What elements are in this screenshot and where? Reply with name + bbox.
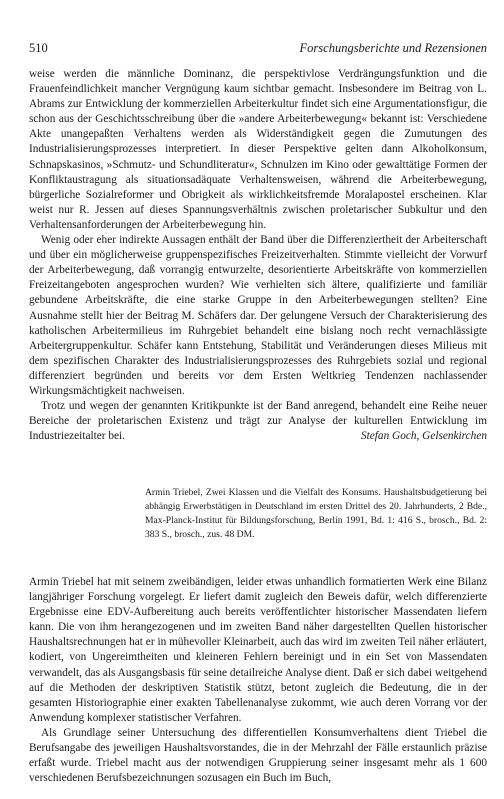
review-2-body (29, 575, 487, 786)
page-number: 510 (29, 41, 48, 55)
review-2-paragraph-1: Armin Triebel hat mit seinem zweibändigen, leider etwas unhandlich formatierten Werk eine Bilanz langjähriger Forschung vorgelegt. Er liefert damit zugleich den Beweis dafür, welch differenzierte Ergebnisse eine EDV-Aufbereitung auch bereits veröffentlichter historischer Massendaten liefern kann. Die von ihm herangezogenen und im zweiten Band näher dargestellten Quellen historischer Haushaltsrechnungen hat er in mühevoller Kleinarbeit, auch das wird im zweiten Teil näher erläutert, kodiert, von Ungereimtheiten und kleineren Fehlern bereinigt und in ein Set von Massendaten verwandelt, das als Ausgangsbasis für seine detailreiche Analyse dient. Daß er sich dabei weitgehend auf die Methoden der deskriptiven Statistik stützt, betont zugleich die Bedeutung, die in der gesamten Historiographie einer exakten Tabellenanalyse zukommt, wie auch deren Vorrang vor der Anwendung komplexer statistischer Verfahren. (29, 576, 487, 724)
section-title: Forschungsberichte und Rezensionen (299, 41, 487, 55)
review-1-paragraph-2: Wenig oder eher indirekte Aussagen enthält der Band über die Differenziertheit der Arbeiterschaft und über ein möglicherweise gruppenspezifisches Freizeitverhalten. Stimmte vielleicht der Vorwurf der Arbeiterbewegung, daß vorrangig entwurzelte, desorientierte Arbeitskräfte von kommerziellen Freizeitangeboten angesprochen wurden? Wie verhielten sich ältere, qualifizierte und familiär gebundene Arbeitskräfte, die eine starke Gruppe in den Arbeiterbewegungen stellten? Eine Ausnahme stellt hier der Beitrag M. Schäfers dar. Der gelungene Versuch der Charakterisierung des katholischen Arbeitermilieus im Ruhrgebiet behandelt eine bislang noch recht vernachlässigte Arbeitergruppenkultur. Schäfer kann Entstehung, Stabilität und Veränderungen dieses Milieus mit dem spezifischen Charakter des Industrialisierungsprozesses des Ruhrgebiets sozial und regional differenziert begründen und bereits vor dem Ersten Weltkrieg Tendenzen nachlassender Wirkungsmächtigkeit nachweisen. (29, 234, 487, 397)
book-page (29, 0, 487, 799)
review-2-paragraph-2: Als Grundlage seiner Untersuchung des differentiellen Konsumverhaltens dient Triebel die Berufsangabe des jeweiligen Haushaltsvorstandes, die in der Mehrzahl der Fälle erstaunlich präzise erfaßt wurde. Triebel macht aus der notwendigen Gruppierung seiner insgesamt mehr als 1 600 verschiedenen Berufsbezeichnungen sozusagen ein Buch im Buch, (29, 726, 487, 785)
review-1-paragraph-1: weise werden die männliche Dominanz, die perspektivlose Verdrängungsfunktion und die Frauenfeindlichkeit mancher Vergnügung kaum sichtbar gemacht. Insbesondere im Beitrag von L. Abrams zur Entwicklung der kommerziellen Arbeiterkultur findet sich eine Argumentationsfigur, die schon aus der Geschichtsschreibung über die »andere Arbeiterbewegung« bekannt ist: Verschiedene Akte unangepaßten Verhaltens werden als Widerständigkeit gegen die Zumutungen des Industrialisierungsprozesses interpretiert. In dieser Perspektive gelten dann Alkoholkonsum, Schnapskasinos, »Schmutz- und Schundliteratur«, Schnulzen im Kino oder gewalttätige Formen der Konfliktaustragung als situationsadäquate Verhaltensweisen, während die Arbeiterbewegung, bürgerliche Sozialreformer und Obrigkeit als wirklichkeitsfremde Moralapostel erscheinen. Klar weist nur R. Jessen auf dieses Spannungsverhältnis zwischen proletarischer Subkultur und den Verhaltensanforderungen der Arbeiterbewegung hin. (29, 68, 487, 231)
reviewer-signature: Stefan Goch, Gelsenkirchen (360, 430, 487, 443)
review-1-body (29, 67, 487, 444)
bibliographic-entry: Armin Triebel, Zwei Klassen und die Vielfalt des Konsums. Haushaltsbudgetierung bei abhängig Erwerbstätigen in Deutschland im ersten Drittel des 20. Jahrhunderts, 2 Bde., Max-Planck-Institut für Bildungsforschung, Berlin 1991, Bd. 1: 416 S., brosch., Bd. 2: 383 S., brosch., zus. 48 DM. (145, 487, 487, 540)
running-header (29, 40, 487, 56)
review-1-paragraph-3-text: Trotz und wegen der genannten Kritikpunkte ist der Band anregend, behandelt eine Reihe neuer Bereiche der proletarischen Existenz und trägt zur Analyse der kulturellen Entwicklung im Industriezeitalter bei. (29, 400, 487, 443)
